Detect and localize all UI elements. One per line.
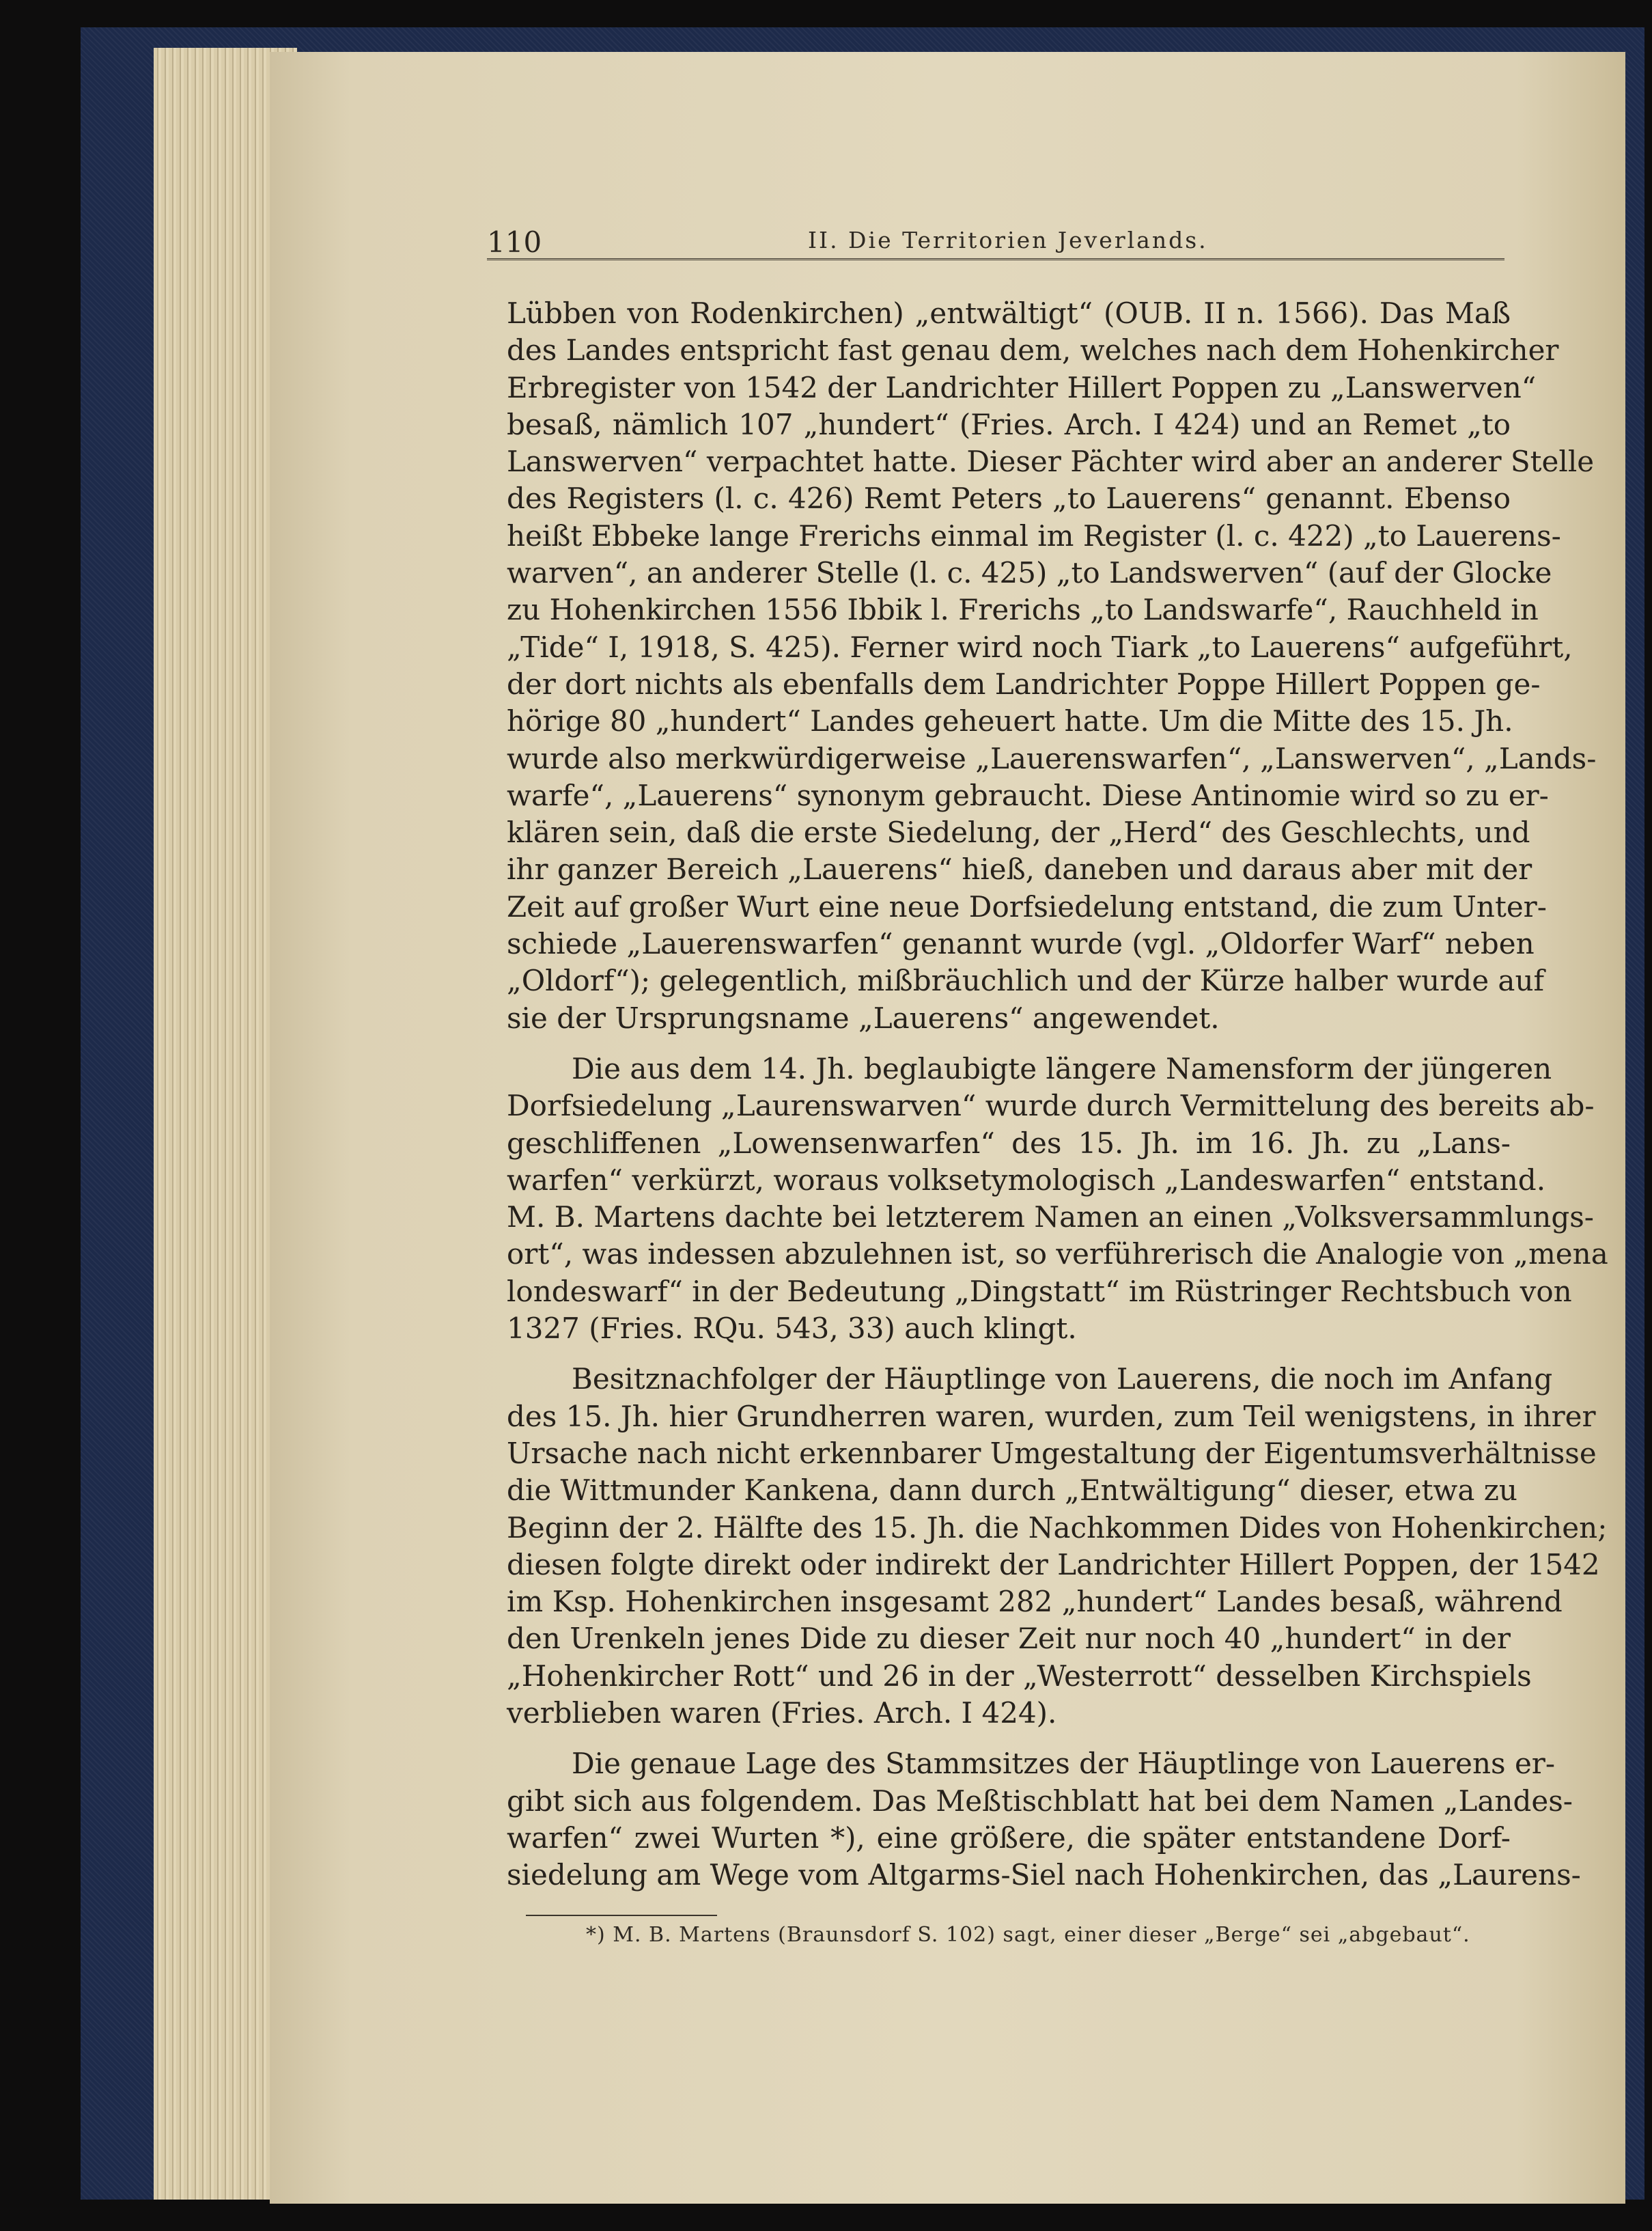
text-line: des 15. Jh. hier Grundherren waren, wurden, zum Teil wenigstens, in ihrer (507, 1399, 1596, 1433)
text-line: die Wittmunder Kankena, dann durch „Entwältigung“ dieser, etwa zu (507, 1473, 1517, 1508)
text-line: Die aus dem 14. Jh. beglaubigte längere Namensform der jüngeren (572, 1051, 1552, 1085)
page-number: 110 (487, 225, 542, 259)
text-line: verblieben waren (Fries. Arch. I 424). (507, 1695, 1057, 1730)
text-line: „Tide“ I, 1918, S. 425). Ferner wird noch Tiark „to Lauerens“ aufgeführt, (507, 630, 1573, 664)
text-line: warfen“ zwei Wurten *), eine größere, die später entstandene Dorf- (507, 1820, 1511, 1855)
text-line: Dorfsiedelung „Laurenswarven“ wurde durch Vermittelung des bereits ab- (507, 1089, 1595, 1123)
text-line: 1327 (Fries. RQu. 543, 33) auch klingt. (507, 1312, 1077, 1346)
text-line: warfe“, „Lauerens“ synonym gebraucht. Diese Antinomie wird so zu er- (507, 778, 1549, 812)
text-line: den Urenkeln jenes Dide zu dieser Zeit nur noch 40 „hundert“ in der (507, 1622, 1511, 1656)
paragraph (507, 1361, 1608, 1732)
text-line: M. B. Martens dachte bei letzterem Namen an einen „Volksversammlungs- (507, 1200, 1594, 1234)
text-line: londeswarf“ in der Bedeutung „Dingstatt“ im Rüstringer Rechtsbuch von (507, 1274, 1572, 1308)
text-line: siedelung am Wege vom Altgarms-Siel nach Hohenkirchen, das „Laurens- (507, 1858, 1581, 1892)
text-line: Ursache nach nicht erkennbarer Umgestaltung der Eigentumsverhältnisse (507, 1436, 1597, 1470)
text-line: „Oldorf“); gelegentlich, mißbräuchlich und der Kürze halber wurde auf (507, 964, 1545, 998)
text-line: des Landes entspricht fast genau dem, welches nach dem Hohenkircher (507, 333, 1559, 368)
footnote-rule (526, 1915, 717, 1916)
text-line: Zeit auf großer Wurt eine neue Dorfsiedelung entstand, die zum Unter- (507, 889, 1547, 924)
text-line: ort“, was indessen abzulehnen ist, so verführerisch die Analogie von „mena (507, 1237, 1608, 1271)
text-line: wurde also merkwürdigerweise „Lauerenswarfen“, „Lanswerven“, „Lands- (507, 741, 1597, 775)
text-line: des Registers (l. c. 426) Remt Peters „to Lauerens“ genannt. Ebenso (507, 482, 1511, 516)
text-line: klären sein, daß die erste Siedelung, der „Herd“ des Geschlechts, und (507, 816, 1530, 850)
running-header (487, 225, 1504, 260)
text-line: Erbregister von 1542 der Landrichter Hillert Poppen zu „Lanswerven“ (507, 370, 1537, 404)
running-title: II. Die Territorien Jeverlands. (808, 227, 1208, 253)
text-line: Lübben von Rodenkirchen) „entwältigt“ (OUB. II n. 1566). Das Maß (507, 296, 1511, 330)
paragraph (507, 1051, 1608, 1347)
text-line: geschliffenen „Lowensenwarfen“ des 15. Jh. im 16. Jh. zu „Lans- (507, 1126, 1511, 1160)
text-line: der dort nichts als ebenfalls dem Landrichter Poppe Hillert Poppen ge- (507, 667, 1541, 701)
text-line: warfen“ verkürzt, woraus volksetymologisch „Landeswarfen“ entstand. (507, 1163, 1546, 1197)
text-line: zu Hohenkirchen 1556 Ibbik l. Frerichs „to Landswarfe“, Rauchheld in (507, 593, 1539, 627)
text-line: „Hohenkircher Rott“ und 26 in der „Westerrott“ desselben Kirchspiels (507, 1659, 1532, 1693)
text-line: ihr ganzer Bereich „Lauerens“ hieß, daneben und daraus aber mit der (507, 853, 1532, 887)
text-line: warven“, an anderer Stelle (l. c. 425) „to Landswerven“ (auf der Glocke (507, 556, 1552, 590)
footnote: *) M. B. Martens (Braunsdorf S. 102) sagt, einer dieser „Berge“ sei „abgebaut“. (586, 1923, 1470, 1947)
text-line: Die genaue Lage des Stammsitzes der Häuptlinge von Lauerens er- (572, 1747, 1556, 1781)
text-line: besaß, nämlich 107 „hundert“ (Fries. Arch. I 424) und an Remet „to (507, 407, 1511, 441)
text-line: Beginn der 2. Hälfte des 15. Jh. die Nachkommen Dides von Hohenkirchen; (507, 1510, 1608, 1544)
text-line: Lanswerven“ verpachtet hatte. Dieser Pächter wird aber an anderer Stelle (507, 445, 1595, 479)
text-line: im Ksp. Hohenkirchen insgesamt 282 „hundert“ Landes besaß, während (507, 1585, 1563, 1619)
body-text (507, 295, 1608, 1894)
text-line: schiede „Lauerenswarfen“ genannt wurde (vgl. „Oldorfer Warf“ neben (507, 927, 1535, 961)
text-line: hörige 80 „hundert“ Landes geheuert hatte. Um die Mitte des 15. Jh. (507, 704, 1513, 738)
text-line: diesen folgte direkt oder indirekt der Landrichter Hillert Poppen, der 1542 (507, 1547, 1600, 1581)
paragraph (507, 1745, 1581, 1894)
paragraph (507, 295, 1597, 1037)
text-line: heißt Ebbeke lange Frerichs einmal im Register (l. c. 422) „to Lauerens- (507, 518, 1561, 553)
text-line: sie der Ursprungsname „Lauerens“ angewendet. (507, 1001, 1220, 1035)
text-line: gibt sich aus folgendem. Das Meßtischblatt hat bei dem Namen „Landes- (507, 1784, 1573, 1818)
text-line: Besitznachfolger der Häuptlinge von Lauerens, die noch im Anfang (572, 1362, 1553, 1396)
